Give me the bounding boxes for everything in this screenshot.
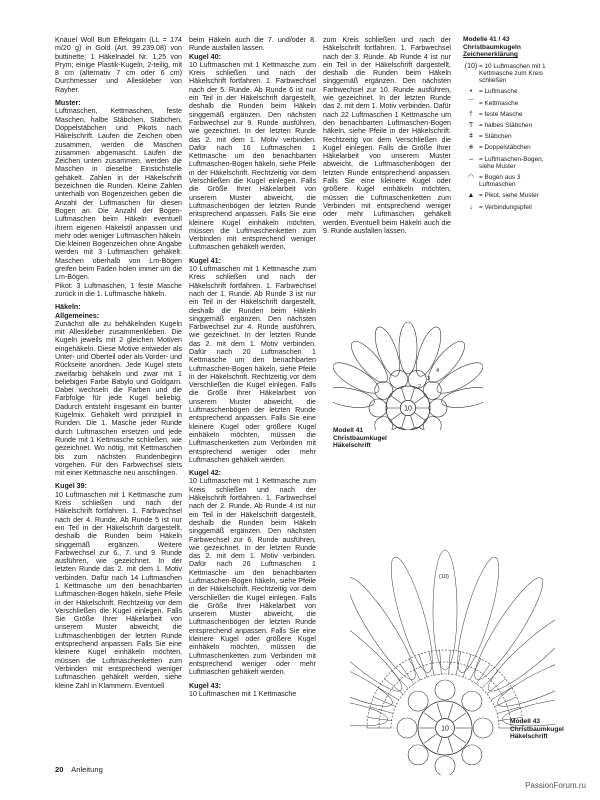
stitch-mark — [391, 413, 401, 420]
caption-model-41-line3: Häkelschrift — [333, 442, 371, 450]
shell-scallop — [473, 718, 493, 738]
caption-model-43-line1: Modell 43 — [510, 718, 541, 725]
stitch-mark — [384, 679, 403, 694]
caption-model-41-line1: Modell 41 — [333, 427, 364, 434]
stitch-mark — [453, 713, 465, 722]
kugel39-heading: Kugel 39: — [55, 482, 87, 491]
legend-symbol-icon: ǂ — [468, 133, 474, 141]
legend-item — [463, 122, 558, 129]
stitch-mark — [437, 738, 442, 753]
stitch-round-arc — [379, 662, 511, 728]
legend-item — [463, 204, 558, 211]
legend-item — [463, 174, 558, 188]
stitch-mark — [402, 416, 406, 428]
outer-chain-loop — [466, 572, 551, 686]
kugel43-continued-text: zum Kreis schließen und nach der Häkelschrift fortfahren. 1. Farbwechsel nach der 3. Runde. Ab Runde 4 ist nur ein Teil in der Häkelschrift dargestellt, deshalb die Runden beim Häkeln singgemäß ergänzen. Den nächsten Farbwechsel zur 10. Runde ausführen, wie gezeichnet. In der letzten Runde das 2. mit dem 1. Motiv verbinden. Dafür nach 22 Luftmaschen 1 Kettmasche um den benachbarten Luftmaschen-Bogen häkeln, siehe Pfeile in der Häkelschrift. Rechtzeitig vor dem Verschließen die Kugel einlegen. Falls die Größe Ihrer Häkelarbeit von unserem Muster abweicht, die Luftmaschenbögen der letzten Runde entsprechend anpassen. Falls Sie eine kleinere Kugel oder größere Kugel einhäkeln möchten, müssen die Luftmaschenketten zum Verbinden mit entsprechend weniger oder mehr Luftmaschen gehäkelt werden. Eventuell beim Häkeln auch die 9. Runde ausfallen lassen. — [323, 36, 451, 235]
stitch-mark — [409, 659, 420, 680]
legend-label: = Bogen aus 3 Luftmaschen — [479, 174, 521, 189]
text-column-1 — [55, 36, 182, 690]
legend-item — [463, 192, 558, 199]
round-number-label: 2 — [418, 384, 422, 390]
stitch-mark — [470, 659, 481, 680]
kugel39-text: 10 Luftmaschen mit 1 Kettmasche zum Kreis schließen und nach der Häkelschrift fortfahren. 1. Farbwechsel nach der 4. Runde. Ab Runde 5 ist nur ein Teil in der Häkelschrift dargestellt, deshalb die Runden beim Häkeln singgemäß ergänzen. Weitere Farbwechsel zur 6., 7. und 9. Runde ausführen, wie gezeichnet. In der letzten Runde das 2. mit dem 1. Motiv verbinden. Dafür nach 14 Luftmaschen 1 Kettmasche um den benachbarten Luftmaschen-Bogen häkeln, siehe Pfeile in der Häkelschrift. Rechtzeitig vor dem Verschließen die Kugel einlegen. Falls Sie Größe Ihrer Häkelarbeit von unserem Muster abweicht, die Luftmaschenbögen der letzten Runde entsprechend anpassen. Falls Sie eine kleinere Kugel einhäkeln möchten, müssen die Luftmaschenketten zum Verbinden mit entsprechend weniger Luftmaschen gehäkelt werden, siehe kleine Zahl in Klammern. Eventuell — [55, 490, 182, 690]
pikot-text: Pikot: 3 Luftmaschen, 1 feste Masche zurück in die 1. Luftmasche häkeln. — [55, 281, 182, 298]
legend-item — [463, 111, 558, 118]
shell-scallop — [375, 381, 393, 399]
shell-scallop — [408, 691, 428, 711]
petal-loop — [440, 384, 483, 411]
shell-scallop — [423, 381, 441, 399]
legend-title-models: Modelle 41 / 43 — [463, 36, 510, 43]
allgemein-text: Zunächst alle zu behäkelnden Kugeln mit Alleskleber zusammenkleben. Die Kugeln jeweils mit 2 gleichen Motiven eingehäkeln. Diese Motive entweder als Unter- und Oberteil oder als Vorder- und Rückseite anordnen. Jede Kugel stets zweifarbig behäkeln und zwar mit 1 beliebigen Farbe Babylo und Goldgarn. Dabei wechseln die Farben und die Farbfolge für jede Kugel beliebig. Dadurch entsteht insgesamt ein bunter Kugelmix. Gehäkelt wird prinzipiell in Runden. Die 1. Masche jeder Runde durch Luftmaschen ersetzen und jede Runde mit 1 Kettmasche schließen, wie gezeichnet. Wo nötig, mit Kettmaschen bis zum nächsten Rundenbeginn vorgehen. Für den Farbwechsel stets mit einer Kettmasche neu anschlingen. — [55, 319, 182, 478]
shell-scallop — [429, 399, 447, 417]
legend-item — [463, 144, 558, 151]
stitch-mark — [424, 734, 436, 743]
stitch-mark — [415, 413, 425, 420]
legend-label: = Pikot, siehe Muster — [479, 192, 539, 200]
stitch-mark — [491, 687, 512, 699]
legend-title-key-wrap — [463, 51, 558, 59]
legend-symbol-icon: ⧺ — [468, 144, 474, 152]
outer-chain-loop — [433, 550, 457, 670]
outer-chain-loop — [350, 691, 389, 732]
petal-loop — [333, 357, 383, 399]
kugel43-text: 10 Luftmaschen mit 1 Kettmasche — [189, 689, 297, 698]
stitch-mark — [391, 396, 401, 403]
legend-title-group: Christbaumkugeln — [463, 43, 521, 51]
caption-model-41-line2: Christbaumkugel — [333, 434, 387, 442]
section-name: Anleitung — [71, 765, 103, 774]
kugel40-text: 10 Luftmaschen mit 1 Kettmasche zum Kreis schließen und nach der Häkelschrift fortfahren. 1. Farbwechsel nach der 5. Runde. Ab Runde 6 ist nur ein Teil in der Häkelschrift dargestellt, deshalb die Runden beim Häkeln singgemäß ergänzen. Den nächsten Farbwechsel zur 9. Runde ausführen, wie gezeichnet. In der letzten Runde das 2. mit dem 1. Motiv verbinden. Dafür nach 16 Luftmaschen 1 Kettmasche um den benachbarten Luftmaschen-Bogen häkeln, siehe Pfeile in der Häkelschrift. Rechtzeitig vor dem Verschließen die Kugel einlegen. Falls die Größe Ihrer Häkelarbeit von unserem Muster abweicht, die Luftmaschenbögen der letzten Runde entsprechend anpassen. Falls Sie eine kleinere Kugel einhäkeln möchten, müssen die Luftmaschenketten zum Verbinden mit entsprechend weniger Luftmaschen gehäkelt werden. — [189, 60, 316, 252]
outer-chain-loop — [350, 572, 424, 686]
round-count-label: (10) — [439, 574, 449, 580]
petal-loop — [370, 324, 405, 379]
kugel42-text: 10 Luftmaschen mit 1 Kettmasche zum Kreis schließen und nach der Häkelschrift fortfahren. 1. Farbwechsel nach der 2. Runde. Ab Runde 4 ist nur ein Teil in der Häkelschrift dargestellt, deshalb die Runden beim Häkeln singgemäß ergänzen. Den nächsten Farbwechsel zur 6. Runde ausführen, wie gezeichnet. In der letzten Runde das 2. mit dem 1. Motiv verbinden. Dafür nach 26 Luftmaschen 1 Kettmasche um den benachbarten Luftmaschen-Bogen häkeln, siehe Pfeile in der Häkelschrift. Rechtzeitig vor dem Verschließen die Kugel einlegen. Falls die Größe Ihrer Häkelarbeit von unserem Muster abweicht, die Luftmaschenbögen der letzten Runde entsprechend anpassen. Falls Sie eine kleinere Kugel oder größere Kugel einhäkeln möchten, müssen die Luftmaschenketten zum Verbinden mit entsprechend weniger oder mehr Luftmaschen gehäkelt werden. — [189, 477, 316, 677]
stitch-mark — [437, 704, 442, 719]
legend-label: = Luftmasche — [479, 88, 518, 96]
page-footer — [55, 765, 103, 774]
kugel39-continued-text: beim Häkeln auch die 7. und/oder 8. Runde ausfallen lassen. — [189, 36, 316, 53]
kugel41-text: 10 Luftmaschen mit 1 Kettmasche zum Kreis schließen und nach der Häkelschrift fortfahren. 1. Farbwechsel nach der 1. Runde. Ab Runde 3 ist nur ein Teil in der Häkelschrift dargestellt, deshalb die Runden beim Häkeln singgemäß ergänzen. Den nächsten Farbwechsel zur 4. Runde ausführen, wie gezeichnet. In der letzten Runde das 2. mit dem 1. Motiv verbinden. Dafür nach 20 Luftmaschen 1 Kettmasche um den benachbarten Luftmaschen-Bogen häkeln, siehe Pfeile in der Häkelschrift. Rechtzeitig vor dem Verschließen die Kugel einlegen. Falls die Größe Ihrer Häkelarbeit von unserem Muster abweicht, die Luftmaschenbögen der letzten Runde entsprechend anpassen. Falls Sie eine kleinere Kugel oder größere Kugel einhäkeln möchten, müssen die Luftmaschenketten zum Verbinden mit entsprechend weniger oder mehr Luftmaschen gehäkelt werden. — [189, 265, 316, 464]
legend-symbol-icon: ◠ — [467, 174, 475, 182]
shell-scallop — [462, 745, 482, 765]
symbol-legend — [463, 36, 558, 211]
stitch-mark — [424, 713, 436, 722]
petal-loop — [399, 322, 417, 374]
caption-model-43 — [510, 718, 564, 741]
caption-model-43-line3: Häkelschrift — [510, 733, 548, 741]
kugel40-heading: Kugel 40: — [189, 52, 221, 61]
caption-model-43-line2: Christbaumkugel — [510, 725, 564, 733]
legend-symbol-icon: ⌢ — [468, 155, 474, 163]
outer-chain-loop — [493, 643, 555, 715]
kugel43-heading: Kugel 43: — [189, 681, 221, 690]
outer-chain-loop — [481, 602, 555, 699]
legend-symbol-icon: T — [468, 122, 474, 129]
petal-loop — [411, 324, 446, 379]
legend-symbol-icon: • — [469, 88, 473, 96]
stitch-mark — [497, 707, 520, 713]
text-column-2 — [189, 36, 316, 698]
legend-label: = halbes Stäbchen — [479, 122, 533, 129]
legend-title-key: Zeichenerklärung — [463, 51, 518, 59]
shell-scallop — [435, 756, 455, 775]
shell-scallop — [408, 745, 428, 765]
shell-scallop — [423, 417, 441, 430]
crochet-diagram-model-41 — [333, 290, 483, 430]
petal-loop — [433, 357, 483, 399]
legend-list — [463, 63, 558, 211]
stitch-mark — [453, 734, 465, 743]
stitch-mark — [370, 707, 393, 713]
legend-label: = Kettmasche — [479, 99, 519, 107]
shell-scallop — [435, 680, 455, 700]
legend-label: = 10 Luftmaschen mit 1 Kettmasche zum Kreis schließen — [479, 62, 546, 85]
legend-label: = Doppelstäbchen — [479, 144, 531, 152]
haekeln-heading: Häkeln: — [55, 303, 81, 312]
round-number-label: 3 — [427, 376, 431, 382]
stitch-mark — [411, 388, 415, 400]
page-number: 20 — [55, 765, 64, 774]
center-label: 10 — [404, 405, 412, 413]
legend-symbol-icon: ⌒ — [467, 99, 475, 107]
shell-scallop — [397, 718, 417, 738]
petal-loop — [333, 384, 376, 411]
shell-scallop — [369, 399, 387, 417]
stitch-mark — [378, 687, 399, 699]
stitch-mark — [448, 738, 453, 753]
legend-symbol-icon: ↓ — [469, 203, 473, 211]
petal-loop — [346, 336, 393, 387]
stitch-mark — [415, 396, 425, 403]
outer-chain-loop — [450, 554, 507, 676]
legend-label: = Verbindungspfeil — [479, 203, 532, 211]
legend-symbol-icon: (10) — [464, 62, 478, 70]
center-label: 10 — [441, 725, 449, 733]
watermark-credit: PassionForum.ru — [525, 781, 586, 790]
round-number-label: 4 — [436, 368, 440, 374]
legend-label: = Luftmaschen-Bogen, siehe Muster — [479, 155, 544, 170]
stitch-mark — [411, 416, 415, 428]
shell-scallop — [462, 691, 482, 711]
text-column-3 — [323, 36, 451, 235]
legend-item — [463, 133, 558, 140]
caption-model-41 — [333, 427, 387, 450]
legend-label: = Stäbchen — [479, 133, 512, 141]
kugel42-heading: Kugel 42: — [189, 469, 221, 478]
allgemein-heading: Allgemeines: — [55, 311, 100, 320]
kugel41-heading: Kugel 41: — [189, 256, 221, 265]
legend-item — [463, 100, 558, 107]
muster-text: Luftmaschen, Kettmaschen, feste Maschen, halbe Stäbchen, Stäbchen, Doppelstäbchen und Pikots nach Häkelschrift. Laufen die Zeichen oben zusammen, werden die Maschen zusammen abgemascht. Laufen die Zeichen unten zusammen, werden die Maschen in dieselbe Einstichstelle gehäkelt. Zahlen in der Häkelschrift bezeichnen die Runden. Kleine Zahlen unterhalb von Bogenzeichen geben die Anzahl der Luftmaschen für diesen Bogen an. Die Anzahl der Bogen-Luftmaschen beim Häkeln eventuell ihrem eigenen Häkelstil anpassen und mehr oder weniger Luftmaschen häkeln. Die kleinen Bogenzeichen ohne Angabe werden mit 3 Luftmaschen gehäkelt. Maschen oberhalb von Lm-Bögen greifen beim Faden holen immer um die Lm-Bögen. — [55, 107, 182, 282]
legend-label: = feste Masche — [479, 110, 523, 118]
materials-text: Knäuel Woll Butt Effektgarn (LL = 174 m/20 g) in Gold (Art. 99.239.08) von buttinette; 1 Häkelnadel Nr. 1,25 von Prym; einige Plastik-Kugeln, 2-teilig, mit 8 cm (alternativ 7 cm oder 6 cm) Durchmesser und Alleskleber von Rayher. — [55, 36, 182, 94]
legend-symbol-icon: † — [469, 110, 473, 118]
stitch-mark — [487, 679, 506, 694]
stitch-mark — [448, 704, 453, 719]
outer-chain-loop — [350, 602, 409, 699]
legend-item — [463, 156, 558, 170]
muster-heading: Muster: — [55, 99, 81, 108]
legend-item — [463, 88, 558, 95]
legend-symbol-icon: ▲ — [467, 192, 475, 200]
stitch-mark — [402, 388, 406, 400]
legend-item — [463, 63, 558, 85]
